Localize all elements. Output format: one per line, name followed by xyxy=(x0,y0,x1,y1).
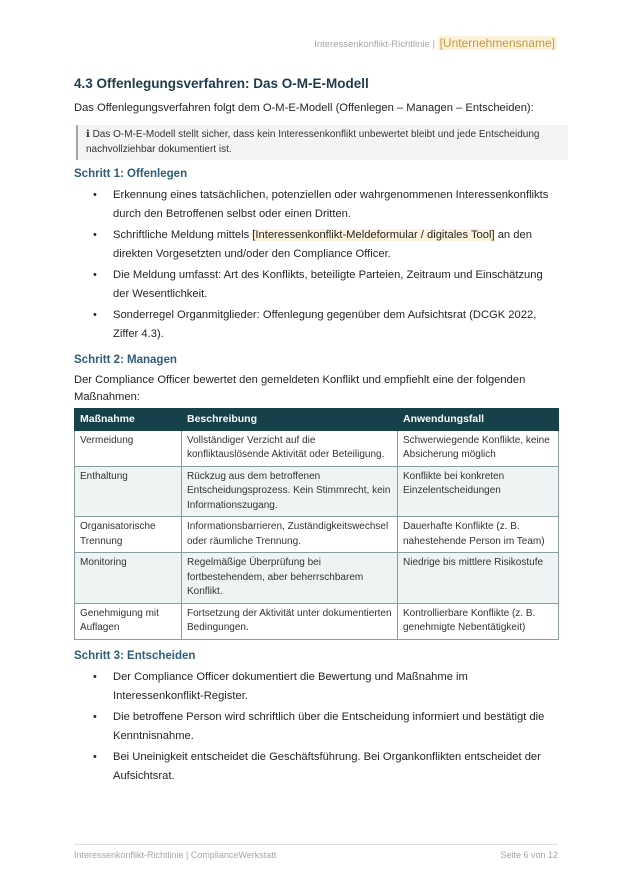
list-item-text: Bei Uneinigkeit entscheidet die Geschäftsführung. Bei Organkonflikten entscheidet der Aufsichtsrat. xyxy=(113,750,541,782)
list-item: • Schriftliche Meldung mittels [Interessenkonflikt-Meldeformular / digitales Tool] an den direkten Vorgesetzten und/oder den Compliance Officer. xyxy=(93,229,532,260)
header-company-placeholder: [Unternehmensname] xyxy=(439,36,555,50)
table-cell: Kontrollierbare Konflikte (z. B. genehmigte Nebentätigkeit) xyxy=(398,603,559,639)
footer-divider xyxy=(74,844,558,845)
list-item: • Erkennung eines tatsächlichen, potenziellen oder wahrgenommenen Interessenkonflikts durch den Betroffenen selbst oder einen Dritten. xyxy=(93,189,549,220)
list-item-text: Die betroffene Person wird schriftlich über die Entscheidung informiert und bestätigt die Kenntnisnahme. xyxy=(113,710,545,742)
list-item: • Sonderregel Organmitglieder: Offenlegung gegenüber dem Aufsichtsrat (DCGK 2022, Ziffer 4.3). xyxy=(93,309,537,340)
table-cell: Vermeidung xyxy=(75,430,182,466)
list-item-text: Die Meldung umfasst: Art des Konflikts, beteiligte Parteien, Zeitraum und Einschätzung der Wesentlichkeit. xyxy=(113,269,543,300)
table-header-cell: Maßnahme xyxy=(75,409,182,431)
list-item: • Die Meldung umfasst: Art des Konflikts, beteiligte Parteien, Zeitraum und Einschätzung der Wesentlichkeit. xyxy=(93,269,543,300)
info-note: ℹ Das O-M-E-Modell stellt sicher, dass kein Interessenkonflikt unbewertet bleibt und jede Entscheidung nachvollziehbar dokumentiert ist. xyxy=(76,125,568,160)
tool-placeholder: [Interessenkonflikt-Meldeformular / digitales Tool] xyxy=(252,229,495,241)
page-content xyxy=(74,76,558,796)
table-cell: Informationsbarrieren, Zuständigkeitswechsel oder räumliche Trennung. xyxy=(182,517,398,553)
table-cell: Organisatorische Trennung xyxy=(75,517,182,553)
table-cell: Rückzug aus dem betroffenen Entscheidungsprozess. Kein Stimmrecht, kein Informationszugang. xyxy=(182,466,398,517)
footer-page-number: Seite 6 von 12 xyxy=(500,850,558,860)
table-cell: Genehmigung mit Auflagen xyxy=(75,603,182,639)
table-cell: Enthaltung xyxy=(75,466,182,517)
table-header-cell: Anwendungsfall xyxy=(398,409,559,431)
step1-title: Schritt 1: Offenlegen xyxy=(74,168,188,180)
step2-title: Schritt 2: Managen xyxy=(74,354,177,366)
table-cell: Niedrige bis mittlere Risikostufe xyxy=(398,553,559,604)
list-item: • Die betroffene Person wird schriftlich über die Entscheidung informiert und bestätigt die Kenntnisnahme. xyxy=(93,710,545,742)
list-item: • Der Compliance Officer dokumentiert die Bewertung und Maßnahme im Interessenkonflikt-Register. xyxy=(93,670,468,702)
list-item-text: Der Compliance Officer dokumentiert die Bewertung und Maßnahme im Interessenkonflikt-Register. xyxy=(113,670,468,702)
header-doc-title: Interessenkonflikt-Richtlinie | xyxy=(314,39,435,50)
list-item-text: Sonderregel Organmitglieder: Offenlegung gegenüber dem Aufsichtsrat (DCGK 2022, Ziffer 4.3). xyxy=(113,309,537,340)
section-intro: Das Offenlegungsverfahren folgt dem O-M-E-Modell (Offenlegen – Managen – Entscheiden): xyxy=(74,102,534,114)
table-cell: Konflikte bei konkreten Einzelentscheidungen xyxy=(398,466,559,517)
table-row xyxy=(75,603,559,639)
table-row xyxy=(75,430,559,466)
table-cell: Monitoring xyxy=(75,553,182,604)
page-header xyxy=(314,36,557,50)
table-cell: Dauerhafte Konflikte (z. B. nahestehende Person im Team) xyxy=(398,517,559,553)
step3-list xyxy=(74,668,558,786)
footer-doc-info: Interessenkonflikt-Richtlinie | ComplianceWerkstatt xyxy=(74,850,277,860)
section-title: 4.3 Offenlegungsverfahren: Das O-M-E-Modell xyxy=(74,76,369,91)
list-item: • Bei Uneinigkeit entscheidet die Geschäftsführung. Bei Organkonflikten entscheidet der Aufsichtsrat. xyxy=(93,750,541,782)
step1-list xyxy=(74,186,558,344)
table-cell: Schwerwiegende Konflikte, keine Absicherung möglich xyxy=(398,430,559,466)
measures-table xyxy=(74,408,559,640)
table-cell: Fortsetzung der Aktivität unter dokumentierten Bedingungen. xyxy=(182,603,398,639)
table-cell: Regelmäßige Überprüfung bei fortbestehendem, aber beherrschbarem Konflikt. xyxy=(182,553,398,604)
table-header-row xyxy=(75,409,559,431)
list-item-text: Erkennung eines tatsächlichen, potenziellen oder wahrgenommenen Interessenkonflikts durch den Betroffenen selbst oder einen Dritten. xyxy=(113,189,549,220)
list-item-text-after: an den direkten Vorgesetzten und/oder den Compliance Officer. xyxy=(113,229,532,260)
table-row xyxy=(75,517,559,553)
table-cell: Vollständiger Verzicht auf die konfliktauslösende Aktivität oder Beteiligung. xyxy=(182,430,398,466)
step2-lead: Der Compliance Officer bewertet den gemeldeten Konflikt und empfiehlt eine der folgenden Maßnahmen: xyxy=(74,374,526,403)
list-item-text-before: Schriftliche Meldung mittels xyxy=(113,229,253,241)
step3-title: Schritt 3: Entscheiden xyxy=(74,649,196,662)
table-header-cell: Beschreibung xyxy=(182,409,398,431)
table-row xyxy=(75,466,559,517)
table-row xyxy=(75,553,559,604)
